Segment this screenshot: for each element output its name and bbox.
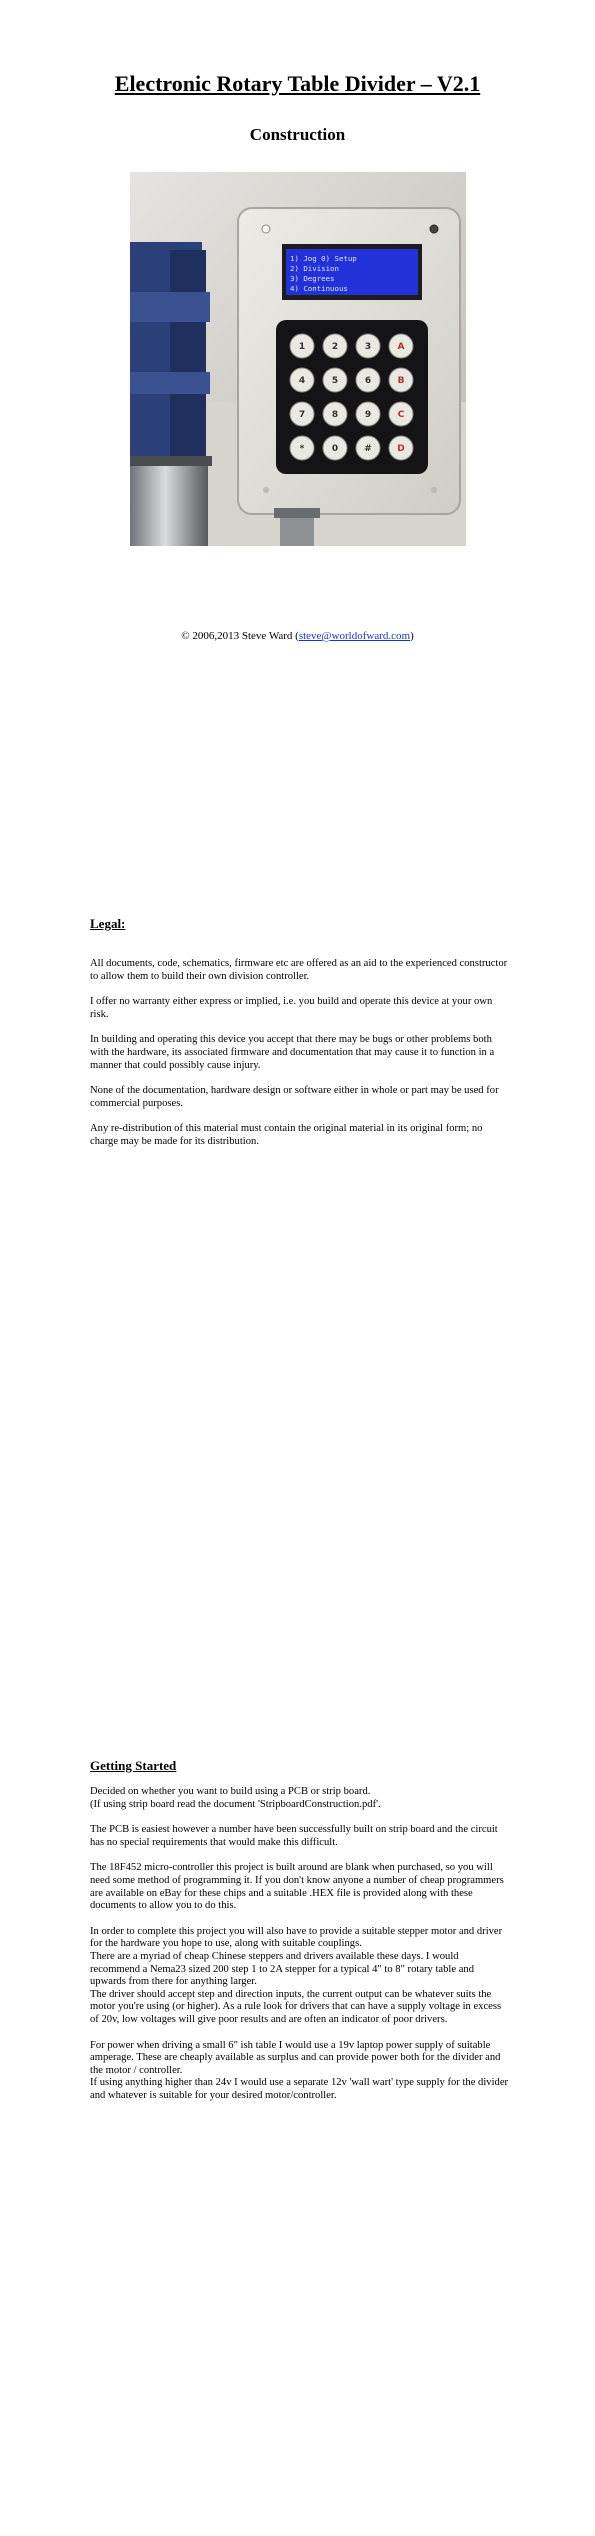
document-title: Electronic Rotary Table Divider – V2.1 xyxy=(114,71,481,96)
keypad-key-label: 4 xyxy=(298,376,306,386)
author-email-link[interactable]: steve@worldofward.com xyxy=(298,630,411,642)
keypad-key-label: 6 xyxy=(364,376,372,386)
getting-started-paragraph xyxy=(90,1786,510,1811)
paragraph-line: (If using strip board read the document 'StripboardConstruction.pdf'. xyxy=(90,1798,381,1810)
getting-started-paragraph xyxy=(90,2040,510,2103)
getting-started-paragraph xyxy=(90,1926,510,2027)
getting-started-section xyxy=(90,1758,510,2115)
keypad-key-label: * xyxy=(299,444,305,454)
paragraph-line: For power when driving a small 6" ish table I would use a 19v laptop power supply of suitable amperage. These are cheaply available as surplus and can provide power both for the divider and the motor / controller. xyxy=(90,2039,501,2076)
keypad-key-label: 5 xyxy=(331,376,339,386)
legal-paragraph: In building and operating this device you accept that there may be bugs or other problems both with the hardware, its associated firmware and documentation that may cause it to function in a manner that could possibly cause injury. xyxy=(90,1034,495,1071)
keypad-key-label: 1 xyxy=(298,342,306,352)
keypad-key-label: 8 xyxy=(331,410,339,420)
copyright-prefix: © 2006,2013 Steve Ward ( xyxy=(181,630,299,642)
paragraph-line: The driver should accept step and direction inputs, the current output can be whatever suits the motor you're using (or higher). As a rule look for drivers that can have a supply voltage in excess of 20v, low voltages will give poor results and are often an indicator of poor drivers. xyxy=(90,1988,502,2025)
lcd-line: 3) Degrees xyxy=(290,274,335,283)
copyright-line xyxy=(0,629,595,644)
paragraph-line: The 18F452 micro-controller this project is built around are blank when purchased, so you will need some method of programming it. If you don't know anyone a number of cheap programmers are available on eBay for these chips and a suitable .HEX file is provided along with these documents to allow you to do this. xyxy=(90,1862,504,1912)
keypad-key-label: # xyxy=(364,444,372,454)
keypad-key-label: D xyxy=(397,444,405,454)
getting-started-heading: Getting Started xyxy=(90,1758,177,1773)
keypad-key-label: B xyxy=(397,376,405,386)
keypad-key-label: 2 xyxy=(331,342,339,352)
legal-heading: Legal: xyxy=(90,916,126,931)
legal-paragraph: All documents, code, schematics, firmware etc are offered as an aid to the experienced constructor to allow them to build their own division controller. xyxy=(90,958,508,982)
legal-paragraph: None of the documentation, hardware design or software either in whole or part may be used for commercial purposes. xyxy=(90,1085,499,1109)
copyright-suffix: ) xyxy=(410,630,414,642)
keypad-key-label: 9 xyxy=(364,410,372,420)
keypad-key-label: C xyxy=(397,410,405,420)
keypad-key-label: 3 xyxy=(364,342,372,352)
lcd-line: 4) Continuous xyxy=(290,284,348,293)
paragraph-line: There are a myriad of cheap Chinese steppers and drivers available these days. I would recommend a Nema23 sized 200 step 1 to 2A stepper for a typical 4" to 8" rotary table and upwards from there for anything larger. xyxy=(90,1950,475,1988)
keypad-key-label: A xyxy=(397,342,405,352)
legal-section xyxy=(90,916,510,1162)
legal-paragraph: Any re-distribution of this material must contain the original material in its original form; no charge may be made for its distribution. xyxy=(90,1123,483,1147)
stepper-motor xyxy=(130,462,208,546)
device-photo xyxy=(130,172,466,546)
paragraph-line: In order to complete this project you will also have to provide a suitable stepper motor and driver for the hardware you hope to use, along with suitable couplings. xyxy=(90,1925,503,1950)
getting-started-paragraph xyxy=(90,1862,510,1912)
legal-paragraph: I offer no warranty either express or implied, i.e. you build and operate this device at your own risk. xyxy=(90,996,493,1020)
paragraph-line: If using anything higher than 24v I would use a separate 12v 'wall wart' type supply for the divider and whatever is suitable for your desired motor/controller. xyxy=(90,2077,509,2101)
lcd-line: 1) Jog 0) Setup xyxy=(290,254,357,263)
lcd-line: 2) Division xyxy=(290,264,339,273)
keypad-key-label: 0 xyxy=(331,444,339,454)
paragraph-line: Decided on whether you want to build using a PCB or strip board. xyxy=(90,1786,371,1797)
getting-started-paragraph xyxy=(90,1824,510,1849)
keypad-key-label: 7 xyxy=(298,410,306,420)
document-subtitle: Construction xyxy=(249,125,346,144)
paragraph-line: The PCB is easiest however a number have been successfully built on strip board and the circuit has no special requirements that would make this difficult. xyxy=(90,1824,498,1848)
